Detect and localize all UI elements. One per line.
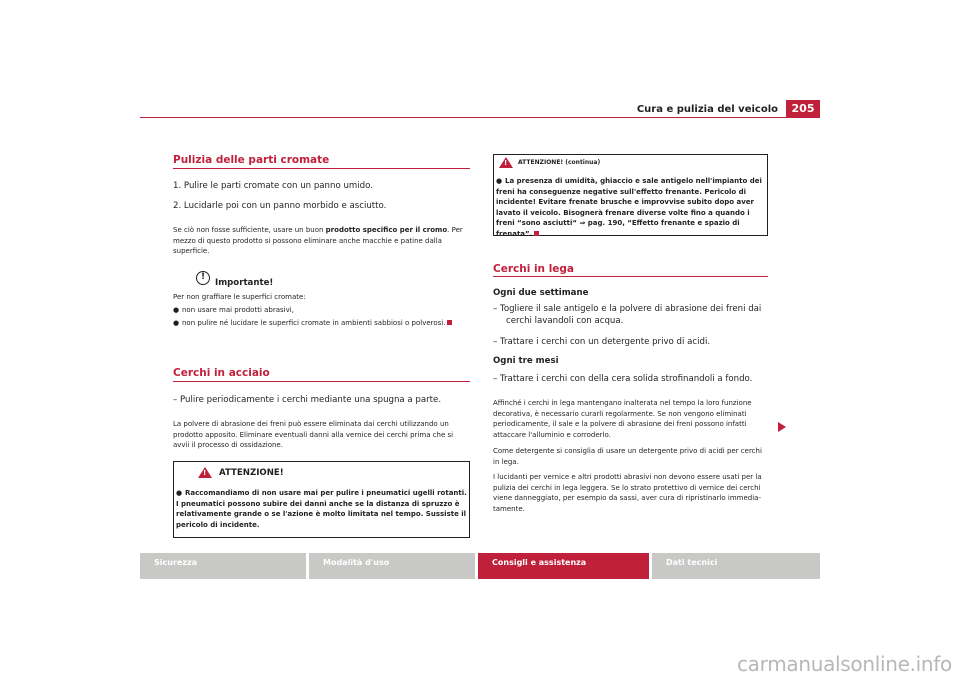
alloy-paragraph: I lucidanti per vernice e altri prodotti abrasivi non devono essere usati per la pulizia dei cerchi in lega leggera. Se lo strato protettivo di vernice dei cerchi viene danneggiato, per esempio da sassi, aver cura di ripristinarlo immedia-tamente. — [493, 473, 762, 513]
warning-continued-content: La presenza di umidità, ghiaccio e sale antigelo nell'impianto dei freni ha conseguenze negative sull'effetto frenante. Pericolo di incidente! Evitare frenate brusche e improvvise subito dopo aver lavato il veicolo. Bisognerà frenare diverse volte fino a quando i freni “sono asciutti“ — [496, 177, 762, 228]
subheading-quarterly: Ogni tre mesi — [493, 356, 559, 366]
warning-text — [176, 488, 467, 530]
step-alloy-3: – Trattare i cerchi con della cera solida strofinandoli a fondo. — [493, 374, 753, 384]
section-rule — [173, 381, 470, 382]
section-title-alloy: Cerchi in lega — [493, 263, 575, 275]
important-bullet — [173, 318, 458, 329]
important-intro: Per non graffiare le superfici cromate: — [173, 293, 306, 301]
section-rule — [173, 168, 470, 169]
warning-continued-text — [496, 176, 766, 240]
warning-title: ATTENZIONE! — [219, 468, 284, 478]
warning-triangle-icon: ! — [499, 157, 513, 168]
steel-paragraph: La polvere di abrasione dei freni può essere eliminata dai cerchi utilizzando un prodotto apposito. Eliminare eventuali danni alla vernice dei cerchi prima che si avvii il processo di ossidazione. — [173, 420, 454, 450]
page-reference-link[interactable]: ⇒ pag. 190, “Effetto frenante e spazio di frenata”. — [496, 219, 740, 238]
step-2: 2. Lucidarle poi con un panno morbido e asciutto. — [173, 201, 387, 211]
warning-continued-box — [493, 154, 768, 236]
warning-continued-title: ATTENZIONE! (continua) — [518, 159, 601, 166]
bullet-text: non pulire né lucidare le superfici cromate in ambienti sabbiosi o polverosi. — [182, 319, 446, 327]
warning-text-content: Raccomandiamo di non usare mai per pulire i pneumatici ugelli rotanti. I pneumatici possono subire dei danni anche se la distanza di spruzzo è relativamente grande o se l'azione è molto limitata nel tempo. Sussiste il pericolo di incidente. — [176, 489, 467, 529]
important-bullet — [173, 305, 470, 316]
warning-triangle-icon: ! — [198, 467, 212, 478]
step-steel: – Pulire periodicamente i cerchi mediante una spugna a parte. — [173, 395, 442, 405]
chrome-paragraph — [173, 225, 470, 257]
warning-box — [173, 461, 470, 538]
para-text: . Per mezzo di questo prodotto si possono eliminare anche macchie e patine dalla superficie. — [173, 226, 463, 256]
step-1: 1. Pulire le parti cromate con un panno umido. — [173, 181, 373, 191]
bullet-icon: ● — [173, 306, 180, 314]
footer-tab-dati[interactable]: Dati tecnici — [652, 553, 820, 579]
bullet-icon: ● — [173, 319, 180, 327]
header-rule — [140, 117, 820, 118]
alloy-paragraph: Affinché i cerchi in lega mantengano inalterata nel tempo la loro funzione decorativa, è necessario curarli regolarmente. Se non vengono eliminati periodicamente, il sale e la polvere di abrasione dei freni possono infatti attaccare l'alluminio e corroderlo. — [493, 399, 752, 439]
bullet-text: non usare mai prodotti abrasivi, — [182, 306, 294, 314]
section-title-steel: Cerchi in acciaio — [173, 367, 270, 379]
bullet-icon: ● — [496, 177, 503, 185]
subheading-biweekly: Ogni due settimane — [493, 288, 589, 298]
footer-tab-consigli[interactable]: Consigli e assistenza — [478, 553, 649, 579]
next-page-arrow-icon[interactable] — [778, 422, 786, 432]
para-bold: prodotto specifico per il cromo — [325, 226, 448, 234]
para-text: Se ciò non fosse sufficiente, usare un buon — [173, 226, 326, 234]
alloy-paragraph: Come detergente si consiglia di usare un detergente privo di acidi per cerchi in lega. — [493, 447, 762, 466]
step-alloy-2: – Trattare i cerchi con un detergente privo di acidi. — [493, 337, 711, 347]
running-header-title: Cura e pulizia del veicolo — [636, 104, 778, 115]
step-alloy-1: – Togliere il sale antigelo e la polvere di abrasione dei freni dai cerchi lavandoli con acqua. — [493, 304, 762, 326]
footer-tab-modalita[interactable]: Modalità d'uso — [309, 553, 475, 579]
bullet-icon: ● — [176, 489, 183, 497]
section-rule — [493, 276, 768, 277]
end-mark-icon — [447, 320, 452, 325]
important-title: Importante! — [215, 278, 274, 288]
footer-tab-sicurezza[interactable]: Sicurezza — [140, 553, 306, 579]
page-number: 205 — [786, 100, 820, 118]
watermark: carmanualsonline.info — [736, 652, 952, 676]
end-mark-icon — [534, 231, 539, 236]
section-title-chrome: Pulizia delle parti cromate — [173, 154, 330, 166]
important-icon: ! — [196, 271, 210, 285]
